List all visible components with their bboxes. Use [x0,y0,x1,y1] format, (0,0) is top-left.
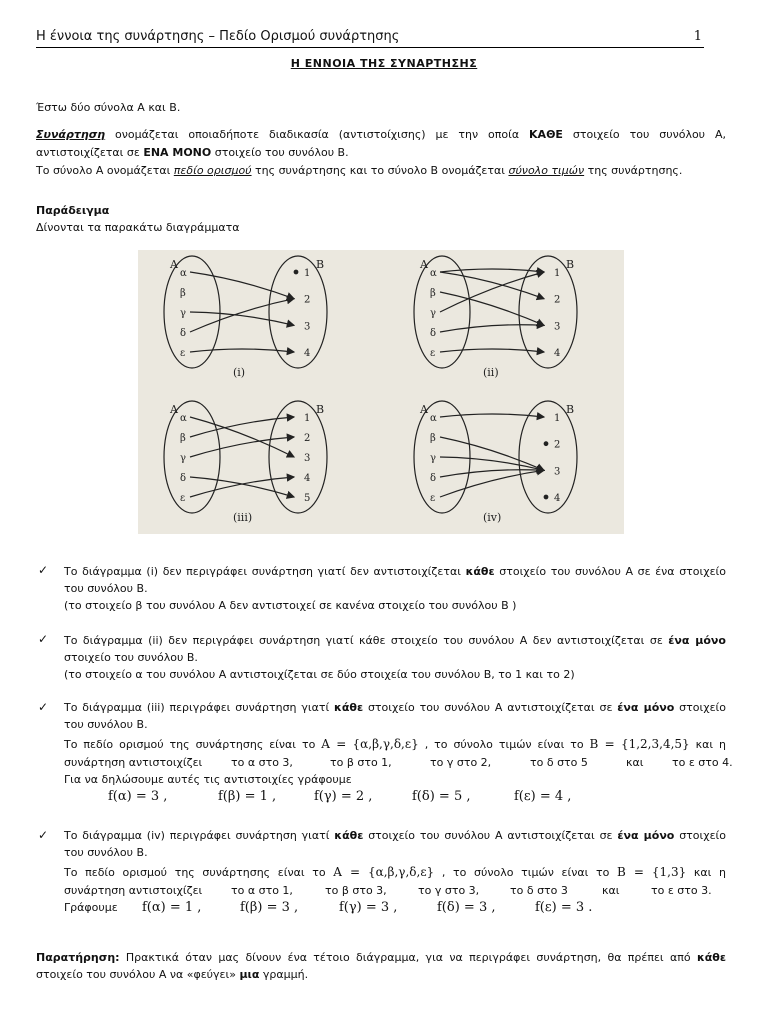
a-element-label: γ [430,308,436,319]
a-element-label: γ [430,453,436,464]
note-line-2: στοιχείο του συνόλου Α να «φεύγει» μια γραμμή. [36,968,309,981]
a-element-label: γ [180,308,186,319]
bullet-1-line-3: (το στοιχείο β του συνόλου Α δεν αντιστοιχεί σε κανένα στοιχείο του συνόλου Β ) [64,599,517,612]
bullet-4-mapping-row: συνάρτηση αντιστοιχίζει το α στο 1, το β στο 3, το γ στο 3, το δ στο 3 και το ε στο 3. [64,884,712,897]
b-element-label: 3 [304,453,311,464]
check-icon: ✓ [38,700,49,714]
a-element-label: β [180,433,186,444]
mapping-arrow [440,325,544,332]
unmapped-dot [544,442,548,446]
mapping-arrow [190,477,294,497]
bullet-4-line-1: Το διάγραμμα (iv) περιγράφει συνάρτηση γιατί κάθε στοιχείο του συνόλου Α αντιστοιχίζεται σε ένα μόνο στοιχείο [64,829,727,842]
set-a-label: Α [170,258,178,271]
b-element-label: 2 [304,433,311,444]
definition-line-1: Συνάρτηση ονομάζεται οποιαδήποτε διαδικασία (αντιστοίχισης) με την οποία ΚΑΘΕ στοιχείο του συνόλου Α, [36,128,727,141]
mapping-arrow [190,312,294,325]
main-title: Η ΕΝΝΟΙΑ ΤΗΣ ΣΥΝΑΡΤΗΣΗΣ [290,57,478,70]
a-element-label: β [180,288,186,299]
bullet-3-mapping-row: συνάρτηση αντιστοιχίζει το α στο 3, το β στο 1, το γ στο 2, το δ στο 5 και το ε στο 4. [64,756,733,769]
a-element-label: β [430,288,436,299]
a-element-label: α [430,268,437,279]
diagram-caption: (ii) [483,366,499,379]
bullet-2-line-3: (το στοιχείο α του συνόλου Α αντιστοιχίζεται σε δύο στοιχεία του συνόλου Β, το 1 και το 2) [64,668,575,681]
domain-set: A = {α,β,γ,δ,ε} [333,865,435,879]
b-element-label: 1 [554,268,561,279]
definition-term: Συνάρτηση [36,128,106,141]
check-icon: ✓ [38,828,49,842]
mapping-arrow [190,349,294,352]
check-icon: ✓ [38,563,49,577]
header-title: Η έννοια της συνάρτησης – Πεδίο Ορισμού συνάρτησης [36,29,400,44]
mapping-arrow [440,349,544,352]
page-number: 1 [693,29,702,44]
diagram-caption: (iv) [483,511,502,524]
a-element-label: ε [180,348,186,359]
range-term: σύνολο τιμών [508,164,585,177]
a-element-label: δ [430,328,437,339]
set-b-label: Β [566,258,575,271]
mapping-arrow [190,477,294,497]
check-icon: ✓ [38,632,49,646]
a-element-label: δ [180,473,187,484]
b-element-label: 2 [554,439,561,451]
b-element-label: 4 [304,348,311,359]
a-element-label: α [180,268,187,279]
b-element-label: 4 [554,348,561,359]
a-element-label: α [180,413,187,424]
set-b-ellipse [519,256,577,368]
b-element-label: 1 [304,413,311,424]
note-label: Παρατήρηση: [36,951,120,964]
range-set: B = {1,3} [617,865,687,879]
b-element-label: 3 [304,321,311,333]
a-element-label: γ [180,453,186,464]
domain-sentence: Το σύνολο Α ονομάζεται πεδίο ορισμού της συνάρτησης και το σύνολο Β ονομάζεται σύνολο τιμών της συνάρτησης. [36,164,683,177]
set-b-label: Β [566,403,575,416]
b-element-label: 2 [304,294,311,306]
b-element-label: 3 [554,466,561,478]
set-b-ellipse [269,401,327,513]
example-text: Δίνονται τα παρακάτω διαγράμματα [36,221,240,234]
a-element-label: α [430,413,437,424]
intro-text: Έστω δύο σύνολα Α και Β. [36,101,181,114]
diagrams-svg [138,250,624,534]
diagram-caption: (i) [233,366,246,379]
mapping-arrow [440,292,544,325]
b-element-label: 1 [304,268,311,279]
bullet-3-line-2: του συνόλου Β. [64,718,148,731]
a-element-label: ε [430,493,436,504]
domain-set: A = {α,β,γ,δ,ε} [321,737,419,751]
page-header [36,29,704,48]
bullet-2-line-2: στοιχείο του συνόλου Β. [64,651,198,664]
unmapped-dot [294,270,298,274]
domain-term: πεδίο ορισμού [173,164,252,177]
set-a-label: Α [420,258,428,271]
a-element-label: ε [180,493,186,504]
a-element-label: δ [430,473,437,484]
range-set: B = {1,2,3,4,5} [589,737,690,751]
mapping-arrow [190,417,294,457]
b-element-label: 4 [304,473,311,484]
b-element-label: 5 [304,493,311,504]
b-element-label: 4 [554,493,561,504]
bullet-3-line-5: Για να δηλώσουμε αυτές τις αντιστοιχίες γράφουμε [64,773,352,786]
a-element-label: δ [180,328,187,339]
b-element-label: 1 [554,413,561,424]
bullet-1-line-2: του συνόλου Β. [64,582,148,595]
mapping-arrow [190,272,294,299]
bullet-3-line-3: Το πεδίο ορισμού της συνάρτησης είναι το A = {α,β,γ,δ,ε} , το σύνολο τιμών είναι το B = {1,2,3,4,5} και η [64,737,727,751]
mapping-diagrams [138,250,624,534]
set-b-label: Β [316,403,325,416]
b-element-label: 2 [554,294,561,306]
unmapped-dot [544,495,548,499]
bullet-1-line-1: Το διάγραμμα (i) δεν περιγράφει συνάρτηση γιατί δεν αντιστοιχίζεται κάθε στοιχείο του συνόλου Α σε ένα στοιχείο [64,565,726,578]
a-element-label: ε [430,348,436,359]
mapping-arrow [190,437,294,457]
note-line-1: Παρατήρηση: Πρακτικά όταν μας δίνουν ένα τέτοιο διάγραμμα, για να περιγράφει συνάρτηση, θα πρέπει από κάθε [36,951,726,964]
bullet-2-line-1: Το διάγραμμα (ii) δεν περιγράφει συνάρτηση γιατί κάθε στοιχείο του συνόλου Α δεν αντιστοιχίζεται σε ένα μόνο [64,634,726,647]
bullet-4-f-values: Γράφουμε f(α) = 1 , f(β) = 3 , f(γ) = 3 , f(δ) = 3 , f(ε) = 3 . [64,900,593,915]
mapping-arrow [440,437,544,470]
diagram-caption: (iii) [233,511,253,524]
b-element-label: 3 [554,321,561,333]
a-element-label: β [430,433,436,444]
definition-line-2: αντιστοιχίζεται σε ΕΝΑ ΜΟΝΟ στοιχείο του συνόλου Β. [36,146,349,159]
bullet-4-line-2: του συνόλου Β. [64,846,148,859]
set-a-label: Α [170,403,178,416]
example-heading: Παράδειγμα [36,204,110,217]
bullet-3-line-1: Το διάγραμμα (iii) περιγράφει συνάρτηση γιατί κάθε στοιχείο του συνόλου Α αντιστοιχίζεται σε ένα μόνο στοιχείο [64,701,726,714]
set-a-label: Α [420,403,428,416]
set-b-label: Β [316,258,325,271]
bullet-4-line-3: Το πεδίο ορισμού της συνάρτησης είναι το A = {α,β,γ,δ,ε} , το σύνολο τιμών είναι το B = {1,3} και η [64,865,727,879]
